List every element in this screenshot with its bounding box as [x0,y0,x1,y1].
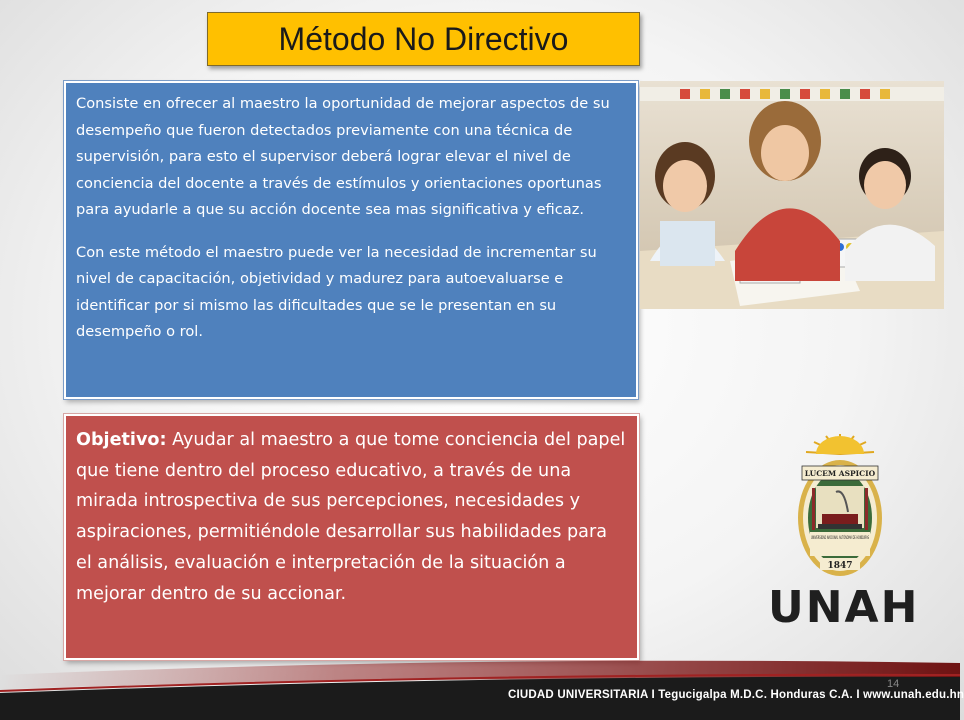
footer-band [0,655,964,720]
description-paragraph-2: Con este método el maestro puede ver la necesidad de incrementar su nivel de capacitación, objetividad y madurez para autoevaluarse e identificar por si mismo las dificultades que se le presentan en su desempeño o rol. [76,243,597,340]
slide-title-box [207,12,640,66]
slide-title: Método No Directivo [278,20,569,57]
classroom-photo-illustration [640,81,944,309]
footer-text: CIUDAD UNIVERSITARIA I Tegucigalpa M.D.C. Honduras C.A. I www.unah.edu.hn [508,689,964,701]
seal-year: 1847 [827,561,853,571]
seal-ring-text: UNIVERSIDAD NACIONAL AUTÓNOMA DE HONDURAS [811,535,870,540]
seal-banner-text: LUCEM ASPICIO [804,469,876,478]
objective-text: Ayudar al maestro a que tome conciencia del papel que tiene dentro del proceso educativo, a través de una mirada introspectiva de sus percepciones, necesidades y aspiraciones, permitiéndole desarrollar sus habilidades para el análisis, evaluación e interpretación de la situación a mejorar dentro de su accionar. [76,430,626,604]
seal-icon [796,432,884,580]
objective-box [64,414,639,660]
page-number: 14 [887,678,900,690]
classroom-photo [640,81,944,309]
description-paragraph-1: Consiste en ofrecer al maestro la oportunidad de mejorar aspectos de su desempeño que fueron detectados previamente con una técnica de supervisión, para esto el supervisor deberá lograr elevar el nivel de conciencia del docente a través de estímulos y orientaciones oportunas para ayudarle a que su acción docente sea mas significativa y eficaz. [76,95,610,218]
unah-wordmark: UNAH [768,582,920,633]
unah-seal-logo [796,432,884,580]
description-box [64,81,638,399]
objective-label: Objetivo: [76,430,167,450]
